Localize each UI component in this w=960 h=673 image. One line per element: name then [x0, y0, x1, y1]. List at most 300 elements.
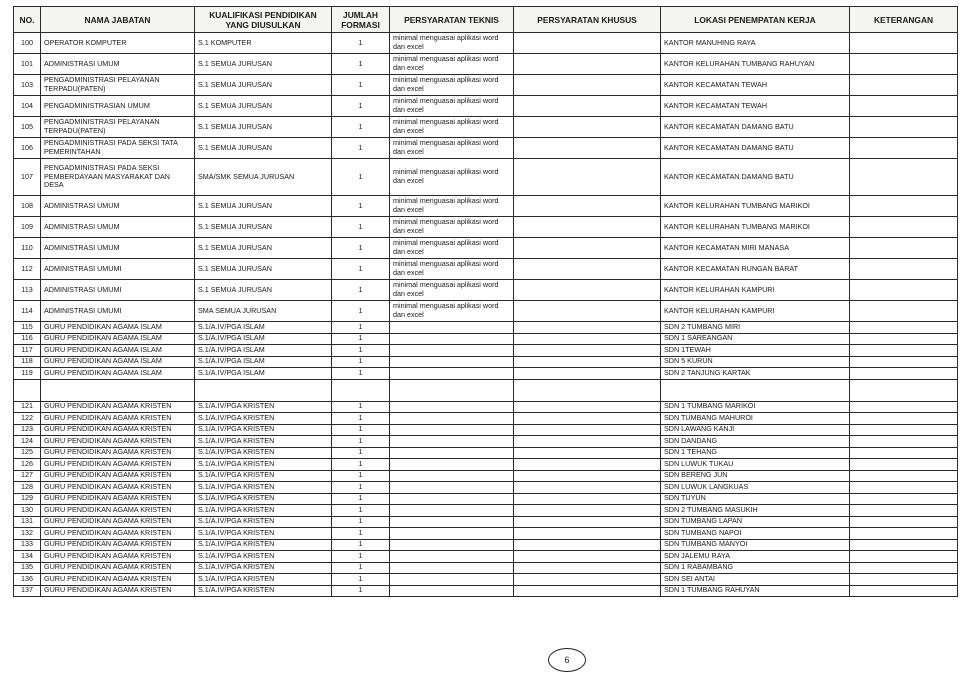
- cell-no: 117: [14, 345, 41, 357]
- cell-nama-jabatan: GURU PENDIDIKAN AGAMA KRISTEN: [41, 493, 195, 505]
- cell-persyaratan-teknis: [390, 516, 514, 528]
- cell-jumlah: 1: [332, 424, 390, 436]
- cell-persyaratan-teknis: [390, 401, 514, 413]
- cell-nama-jabatan: PENGADMINISTRASI PADA SEKSI PEMBERDAYAAN MASYARAKAT DAN DESA: [41, 159, 195, 196]
- cell-persyaratan-khusus: [514, 259, 661, 280]
- cell-no: 123: [14, 424, 41, 436]
- cell-jumlah: 1: [332, 401, 390, 413]
- cell-no: 122: [14, 413, 41, 425]
- cell-nama-jabatan: GURU PENDIDIKAN AGAMA KRISTEN: [41, 436, 195, 448]
- cell-keterangan: [850, 551, 958, 563]
- header-no: NO.: [14, 7, 41, 33]
- cell-persyaratan-khusus: [514, 333, 661, 345]
- cell-persyaratan-khusus: [514, 75, 661, 96]
- cell-persyaratan-teknis: minimal menguasai aplikasi word dan excel: [390, 159, 514, 196]
- cell-persyaratan-khusus: [514, 54, 661, 75]
- cell-jumlah: 1: [332, 54, 390, 75]
- cell-lokasi: KANTOR MANUHING RAYA: [661, 33, 850, 54]
- cell-kualifikasi: S.1/A.IV/PGA KRISTEN: [195, 505, 332, 517]
- cell-nama-jabatan: GURU PENDIDIKAN AGAMA KRISTEN: [41, 482, 195, 494]
- cell-keterangan: [850, 333, 958, 345]
- cell-kualifikasi: S.1/A.IV/PGA KRISTEN: [195, 493, 332, 505]
- table-row: [14, 470, 958, 482]
- cell-persyaratan-khusus: [514, 196, 661, 217]
- cell-lokasi: SDN LUWUK TUKAU: [661, 459, 850, 471]
- cell-persyaratan-teknis: [390, 322, 514, 334]
- cell-keterangan: [850, 322, 958, 334]
- cell-kualifikasi: S.1/A.IV/PGA KRISTEN: [195, 482, 332, 494]
- cell-persyaratan-teknis: [390, 413, 514, 425]
- cell-keterangan: [850, 424, 958, 436]
- cell-persyaratan-teknis: minimal menguasai aplikasi word dan excel: [390, 138, 514, 159]
- cell-nama-jabatan: GURU PENDIDIKAN AGAMA ISLAM: [41, 345, 195, 357]
- cell-kualifikasi: S.1 SEMUA JURUSAN: [195, 96, 332, 117]
- cell-no: 103: [14, 75, 41, 96]
- cell-no: 110: [14, 238, 41, 259]
- cell-nama-jabatan: GURU PENDIDIKAN AGAMA KRISTEN: [41, 585, 195, 597]
- header-keterangan: KETERANGAN: [850, 7, 958, 33]
- cell-persyaratan-teknis: minimal menguasai aplikasi word dan excel: [390, 196, 514, 217]
- cell-keterangan: [850, 447, 958, 459]
- cell-jumlah: 1: [332, 551, 390, 563]
- cell-nama-jabatan: ADMINISTRASI UMUM: [41, 217, 195, 238]
- cell-persyaratan-khusus: [514, 322, 661, 334]
- cell-persyaratan-teknis: minimal menguasai aplikasi word dan excel: [390, 301, 514, 322]
- cell-jumlah: 1: [332, 574, 390, 586]
- cell-persyaratan-khusus: [514, 138, 661, 159]
- table-row: [14, 138, 958, 159]
- cell-keterangan: [850, 470, 958, 482]
- cell-persyaratan-teknis: [390, 539, 514, 551]
- cell-lokasi: SDN 1 TUMBANG RAHUYAN: [661, 585, 850, 597]
- cell-keterangan: [850, 96, 958, 117]
- cell-nama-jabatan: PENGADMINISTRASIAN UMUM: [41, 96, 195, 117]
- table-row: [14, 585, 958, 597]
- cell-persyaratan-teknis: [390, 551, 514, 563]
- cell-lokasi: SDN LAWANG KANJI: [661, 424, 850, 436]
- cell-persyaratan-teknis: [390, 585, 514, 597]
- cell-no: 100: [14, 33, 41, 54]
- table-row: [14, 505, 958, 517]
- cell-keterangan: [850, 217, 958, 238]
- cell-keterangan: [850, 259, 958, 280]
- cell-lokasi: SDN JALEMU RAYA: [661, 551, 850, 563]
- cell-jumlah: 1: [332, 562, 390, 574]
- cell-jumlah: 1: [332, 356, 390, 368]
- cell-nama-jabatan: GURU PENDIDIKAN AGAMA KRISTEN: [41, 551, 195, 563]
- table-row: [14, 96, 958, 117]
- formation-table: [13, 6, 958, 597]
- cell-jumlah: 1: [332, 368, 390, 380]
- cell-no: 104: [14, 96, 41, 117]
- cell-keterangan: [850, 159, 958, 196]
- cell-nama-jabatan: GURU PENDIDIKAN AGAMA KRISTEN: [41, 516, 195, 528]
- cell-nama-jabatan: GURU PENDIDIKAN AGAMA KRISTEN: [41, 505, 195, 517]
- cell-lokasi: KANTOR KECAMATAN DAMANG BATU: [661, 117, 850, 138]
- table-row: [14, 196, 958, 217]
- cell-no: 108: [14, 196, 41, 217]
- cell-nama-jabatan: GURU PENDIDIKAN AGAMA KRISTEN: [41, 574, 195, 586]
- cell-persyaratan-khusus: [514, 447, 661, 459]
- formation-table-sheet: [13, 6, 957, 597]
- table-row: [14, 528, 958, 540]
- cell-no: 121: [14, 401, 41, 413]
- cell-persyaratan-khusus: [514, 539, 661, 551]
- cell-lokasi: KANTOR KELURAHAN KAMPURI: [661, 280, 850, 301]
- cell-kualifikasi: S.1 SEMUA JURUSAN: [195, 238, 332, 259]
- cell-kualifikasi: S.1/A.IV/PGA KRISTEN: [195, 470, 332, 482]
- table-row: [14, 345, 958, 357]
- cell-lokasi: KANTOR KECAMATAN DAMANG BATU: [661, 138, 850, 159]
- cell-persyaratan-khusus: [514, 585, 661, 597]
- cell-persyaratan-teknis: [390, 368, 514, 380]
- cell-keterangan: [850, 238, 958, 259]
- cell-kualifikasi: S.1/A.IV/PGA ISLAM: [195, 322, 332, 334]
- cell-persyaratan-teknis: [390, 356, 514, 368]
- cell-persyaratan-teknis: [390, 436, 514, 448]
- cell-lokasi: SDN TUMBANG MAHUROI: [661, 413, 850, 425]
- cell-nama-jabatan: OPERATOR KOMPUTER: [41, 33, 195, 54]
- cell-persyaratan-teknis: [390, 459, 514, 471]
- cell-jumlah: 1: [332, 280, 390, 301]
- cell-kualifikasi: S.1 SEMUA JURUSAN: [195, 217, 332, 238]
- cell-lokasi: SDN BERENG JUN: [661, 470, 850, 482]
- cell-jumlah: 1: [332, 259, 390, 280]
- cell-keterangan: [850, 196, 958, 217]
- cell-persyaratan-khusus: [514, 470, 661, 482]
- cell-kualifikasi: S.1/A.IV/PGA KRISTEN: [195, 585, 332, 597]
- cell-nama-jabatan: GURU PENDIDIKAN AGAMA ISLAM: [41, 333, 195, 345]
- cell-no: 115: [14, 322, 41, 334]
- cell-jumlah: 1: [332, 159, 390, 196]
- cell-nama-jabatan: ADMINISTRASI UMUMI: [41, 259, 195, 280]
- cell-lokasi: KANTOR KECAMATAN TEWAH: [661, 75, 850, 96]
- cell-jumlah: 1: [332, 345, 390, 357]
- page-number: 6: [548, 648, 586, 672]
- cell-nama-jabatan: GURU PENDIDIKAN AGAMA ISLAM: [41, 368, 195, 380]
- cell-no: 129: [14, 493, 41, 505]
- cell-nama-jabatan: GURU PENDIDIKAN AGAMA ISLAM: [41, 356, 195, 368]
- cell-persyaratan-khusus: [514, 562, 661, 574]
- cell-no: 105: [14, 117, 41, 138]
- cell-persyaratan-khusus: [514, 505, 661, 517]
- cell-keterangan: [850, 516, 958, 528]
- cell-jumlah: 1: [332, 75, 390, 96]
- cell-persyaratan-teknis: [390, 482, 514, 494]
- cell-lokasi: SDN 5 KURUN: [661, 356, 850, 368]
- cell-persyaratan-khusus: [514, 368, 661, 380]
- cell-kualifikasi: S.1/A.IV/PGA KRISTEN: [195, 539, 332, 551]
- cell-lokasi: SDN TUMBANG LAPAN: [661, 516, 850, 528]
- cell-persyaratan-teknis: [390, 505, 514, 517]
- cell-kualifikasi: S.1/A.IV/PGA KRISTEN: [195, 447, 332, 459]
- cell-keterangan: [850, 356, 958, 368]
- cell-no: 112: [14, 259, 41, 280]
- cell-kualifikasi: S.1/A.IV/PGA KRISTEN: [195, 401, 332, 413]
- cell-keterangan: [850, 574, 958, 586]
- cell-no: 137: [14, 585, 41, 597]
- cell-keterangan: [850, 33, 958, 54]
- table-row: [14, 482, 958, 494]
- cell-nama-jabatan: ADMINISTRASI UMUMI: [41, 280, 195, 301]
- cell-persyaratan-khusus: [514, 516, 661, 528]
- cell-jumlah: 1: [332, 138, 390, 159]
- cell-persyaratan-teknis: minimal menguasai aplikasi word dan excel: [390, 259, 514, 280]
- cell-kualifikasi: S.1/A.IV/PGA KRISTEN: [195, 551, 332, 563]
- cell-kualifikasi: SMA/SMK SEMUA JURUSAN: [195, 159, 332, 196]
- table-row: [14, 259, 958, 280]
- table-row: [14, 33, 958, 54]
- empty-cell: [195, 379, 332, 401]
- cell-persyaratan-khusus: [514, 301, 661, 322]
- table-row: [14, 322, 958, 334]
- table-row: [14, 333, 958, 345]
- cell-kualifikasi: S.1 SEMUA JURUSAN: [195, 75, 332, 96]
- cell-kualifikasi: S.1/A.IV/PGA ISLAM: [195, 345, 332, 357]
- cell-keterangan: [850, 280, 958, 301]
- cell-persyaratan-teknis: [390, 424, 514, 436]
- header-kualifikasi: KUALIFIKASI PENDIDIKAN YANG DIUSULKAN: [195, 7, 332, 33]
- cell-persyaratan-khusus: [514, 159, 661, 196]
- cell-nama-jabatan: GURU PENDIDIKAN AGAMA KRISTEN: [41, 459, 195, 471]
- empty-cell: [850, 379, 958, 401]
- cell-no: 113: [14, 280, 41, 301]
- cell-lokasi: SDN 2 TUMBANG MASUKIH: [661, 505, 850, 517]
- cell-nama-jabatan: GURU PENDIDIKAN AGAMA KRISTEN: [41, 413, 195, 425]
- cell-nama-jabatan: GURU PENDIDIKAN AGAMA ISLAM: [41, 322, 195, 334]
- cell-persyaratan-khusus: [514, 574, 661, 586]
- cell-no: 114: [14, 301, 41, 322]
- cell-kualifikasi: S.1 SEMUA JURUSAN: [195, 138, 332, 159]
- cell-persyaratan-teknis: [390, 562, 514, 574]
- cell-jumlah: 1: [332, 333, 390, 345]
- cell-lokasi: SDN 1 TEHANG: [661, 447, 850, 459]
- header-nama-jabatan: NAMA JABATAN: [41, 7, 195, 33]
- cell-nama-jabatan: PENGADMINISTRASI PADA SEKSI TATA PEMERINTAHAN: [41, 138, 195, 159]
- cell-keterangan: [850, 54, 958, 75]
- table-row: [14, 551, 958, 563]
- cell-no: 132: [14, 528, 41, 540]
- cell-lokasi: KANTOR KELURAHAN TUMBANG MARIKOI: [661, 196, 850, 217]
- cell-jumlah: 1: [332, 33, 390, 54]
- cell-persyaratan-teknis: minimal menguasai aplikasi word dan excel: [390, 280, 514, 301]
- table-row: [14, 301, 958, 322]
- cell-persyaratan-khusus: [514, 33, 661, 54]
- cell-keterangan: [850, 459, 958, 471]
- table-row: [14, 54, 958, 75]
- cell-no: 116: [14, 333, 41, 345]
- cell-keterangan: [850, 562, 958, 574]
- cell-kualifikasi: S.1/A.IV/PGA KRISTEN: [195, 413, 332, 425]
- cell-lokasi: SDN TUMBANG NAPOI: [661, 528, 850, 540]
- cell-jumlah: 1: [332, 117, 390, 138]
- cell-nama-jabatan: GURU PENDIDIKAN AGAMA KRISTEN: [41, 470, 195, 482]
- cell-persyaratan-khusus: [514, 96, 661, 117]
- cell-jumlah: 1: [332, 528, 390, 540]
- table-row: [14, 75, 958, 96]
- table-row: [14, 539, 958, 551]
- cell-jumlah: 1: [332, 585, 390, 597]
- table-row: [14, 217, 958, 238]
- cell-persyaratan-khusus: [514, 217, 661, 238]
- table-row: [14, 238, 958, 259]
- cell-lokasi: KANTOR KELURAHAN TUMBANG RAHUYAN: [661, 54, 850, 75]
- cell-keterangan: [850, 585, 958, 597]
- cell-keterangan: [850, 138, 958, 159]
- cell-persyaratan-khusus: [514, 436, 661, 448]
- cell-persyaratan-khusus: [514, 493, 661, 505]
- cell-persyaratan-khusus: [514, 413, 661, 425]
- cell-persyaratan-khusus: [514, 459, 661, 471]
- cell-lokasi: KANTOR KELURAHAN KAMPURI: [661, 301, 850, 322]
- cell-kualifikasi: S.1 SEMUA JURUSAN: [195, 196, 332, 217]
- cell-persyaratan-khusus: [514, 345, 661, 357]
- cell-kualifikasi: SMA SEMUA JURUSAN: [195, 301, 332, 322]
- table-gap-row: [14, 379, 958, 401]
- cell-keterangan: [850, 528, 958, 540]
- cell-jumlah: 1: [332, 482, 390, 494]
- empty-cell: [514, 379, 661, 401]
- table-row: [14, 159, 958, 196]
- cell-keterangan: [850, 117, 958, 138]
- cell-no: 124: [14, 436, 41, 448]
- cell-lokasi: SDN 2 TANJUNG KARTAK: [661, 368, 850, 380]
- cell-no: 126: [14, 459, 41, 471]
- table-row: [14, 516, 958, 528]
- cell-kualifikasi: S.1/A.IV/PGA KRISTEN: [195, 424, 332, 436]
- cell-kualifikasi: S.1 KOMPUTER: [195, 33, 332, 54]
- cell-persyaratan-khusus: [514, 551, 661, 563]
- cell-persyaratan-teknis: [390, 345, 514, 357]
- cell-nama-jabatan: GURU PENDIDIKAN AGAMA KRISTEN: [41, 528, 195, 540]
- cell-no: 135: [14, 562, 41, 574]
- table-row: [14, 117, 958, 138]
- cell-lokasi: SDN 1 RABAMBANG: [661, 562, 850, 574]
- cell-jumlah: 1: [332, 539, 390, 551]
- cell-persyaratan-teknis: minimal menguasai aplikasi word dan excel: [390, 117, 514, 138]
- table-row: [14, 368, 958, 380]
- cell-jumlah: 1: [332, 301, 390, 322]
- cell-persyaratan-khusus: [514, 356, 661, 368]
- cell-persyaratan-khusus: [514, 424, 661, 436]
- cell-kualifikasi: S.1 SEMUA JURUSAN: [195, 54, 332, 75]
- cell-kualifikasi: S.1/A.IV/PGA ISLAM: [195, 333, 332, 345]
- cell-persyaratan-khusus: [514, 238, 661, 259]
- cell-no: 136: [14, 574, 41, 586]
- cell-persyaratan-teknis: minimal menguasai aplikasi word dan excel: [390, 238, 514, 259]
- cell-lokasi: SDN TUMBANG MANYOI: [661, 539, 850, 551]
- cell-persyaratan-teknis: [390, 528, 514, 540]
- cell-persyaratan-teknis: minimal menguasai aplikasi word dan excel: [390, 54, 514, 75]
- cell-persyaratan-teknis: minimal menguasai aplikasi word dan excel: [390, 217, 514, 238]
- empty-cell: [390, 379, 514, 401]
- table-row: [14, 459, 958, 471]
- table-row: [14, 562, 958, 574]
- cell-keterangan: [850, 401, 958, 413]
- empty-cell: [661, 379, 850, 401]
- cell-persyaratan-teknis: minimal menguasai aplikasi word dan excel: [390, 96, 514, 117]
- cell-nama-jabatan: ADMINISTRASI UMUM: [41, 196, 195, 217]
- cell-keterangan: [850, 493, 958, 505]
- cell-keterangan: [850, 539, 958, 551]
- cell-kualifikasi: S.1/A.IV/PGA KRISTEN: [195, 574, 332, 586]
- cell-lokasi: SDN 1 TUMBANG MARIKOI: [661, 401, 850, 413]
- cell-keterangan: [850, 413, 958, 425]
- cell-lokasi: SDN 1 SAREANGAN: [661, 333, 850, 345]
- cell-jumlah: 1: [332, 217, 390, 238]
- cell-jumlah: 1: [332, 505, 390, 517]
- cell-no: 109: [14, 217, 41, 238]
- cell-jumlah: 1: [332, 493, 390, 505]
- cell-jumlah: 1: [332, 516, 390, 528]
- cell-jumlah: 1: [332, 447, 390, 459]
- cell-no: 101: [14, 54, 41, 75]
- cell-persyaratan-khusus: [514, 117, 661, 138]
- cell-no: 118: [14, 356, 41, 368]
- empty-cell: [41, 379, 195, 401]
- cell-kualifikasi: S.1/A.IV/PGA KRISTEN: [195, 562, 332, 574]
- table-row: [14, 413, 958, 425]
- cell-nama-jabatan: GURU PENDIDIKAN AGAMA KRISTEN: [41, 401, 195, 413]
- header-persyaratan-teknis: PERSYARATAN TEKNIS: [390, 7, 514, 33]
- cell-no: 125: [14, 447, 41, 459]
- cell-nama-jabatan: ADMINISTRASI UMUM: [41, 238, 195, 259]
- cell-jumlah: 1: [332, 470, 390, 482]
- cell-jumlah: 1: [332, 459, 390, 471]
- cell-kualifikasi: S.1/A.IV/PGA KRISTEN: [195, 516, 332, 528]
- cell-kualifikasi: S.1 SEMUA JURUSAN: [195, 117, 332, 138]
- cell-persyaratan-khusus: [514, 401, 661, 413]
- cell-lokasi: KANTOR KECAMATAN MIRI MANASA: [661, 238, 850, 259]
- cell-persyaratan-teknis: [390, 447, 514, 459]
- cell-keterangan: [850, 368, 958, 380]
- cell-kualifikasi: S.1/A.IV/PGA ISLAM: [195, 356, 332, 368]
- cell-no: 130: [14, 505, 41, 517]
- cell-kualifikasi: S.1/A.IV/PGA ISLAM: [195, 368, 332, 380]
- cell-no: 127: [14, 470, 41, 482]
- cell-nama-jabatan: ADMINISTRASI UMUMI: [41, 301, 195, 322]
- cell-persyaratan-teknis: minimal menguasai aplikasi word dan excel: [390, 75, 514, 96]
- cell-keterangan: [850, 301, 958, 322]
- cell-lokasi: SDN 2 TUMBANG MIRI: [661, 322, 850, 334]
- cell-lokasi: KANTOR KELURAHAN TUMBANG MARIKOI: [661, 217, 850, 238]
- table-row: [14, 493, 958, 505]
- cell-jumlah: 1: [332, 238, 390, 259]
- empty-cell: [332, 379, 390, 401]
- cell-persyaratan-teknis: minimal menguasai aplikasi word dan excel: [390, 33, 514, 54]
- cell-lokasi: SDN TUYUN: [661, 493, 850, 505]
- cell-no: 119: [14, 368, 41, 380]
- cell-lokasi: SDN DANDANG: [661, 436, 850, 448]
- table-row: [14, 280, 958, 301]
- empty-cell: [14, 379, 41, 401]
- header-persyaratan-khusus: PERSYARATAN KHUSUS: [514, 7, 661, 33]
- cell-lokasi: SDN SEI ANTAI: [661, 574, 850, 586]
- cell-no: 131: [14, 516, 41, 528]
- table-row: [14, 436, 958, 448]
- cell-kualifikasi: S.1/A.IV/PGA KRISTEN: [195, 436, 332, 448]
- cell-nama-jabatan: GURU PENDIDIKAN AGAMA KRISTEN: [41, 539, 195, 551]
- cell-jumlah: 1: [332, 436, 390, 448]
- cell-no: 134: [14, 551, 41, 563]
- cell-no: 133: [14, 539, 41, 551]
- table-row: [14, 424, 958, 436]
- cell-kualifikasi: S.1 SEMUA JURUSAN: [195, 280, 332, 301]
- cell-persyaratan-teknis: [390, 470, 514, 482]
- cell-lokasi: SDN LUWUK LANGKUAS: [661, 482, 850, 494]
- cell-keterangan: [850, 505, 958, 517]
- table-row: [14, 574, 958, 586]
